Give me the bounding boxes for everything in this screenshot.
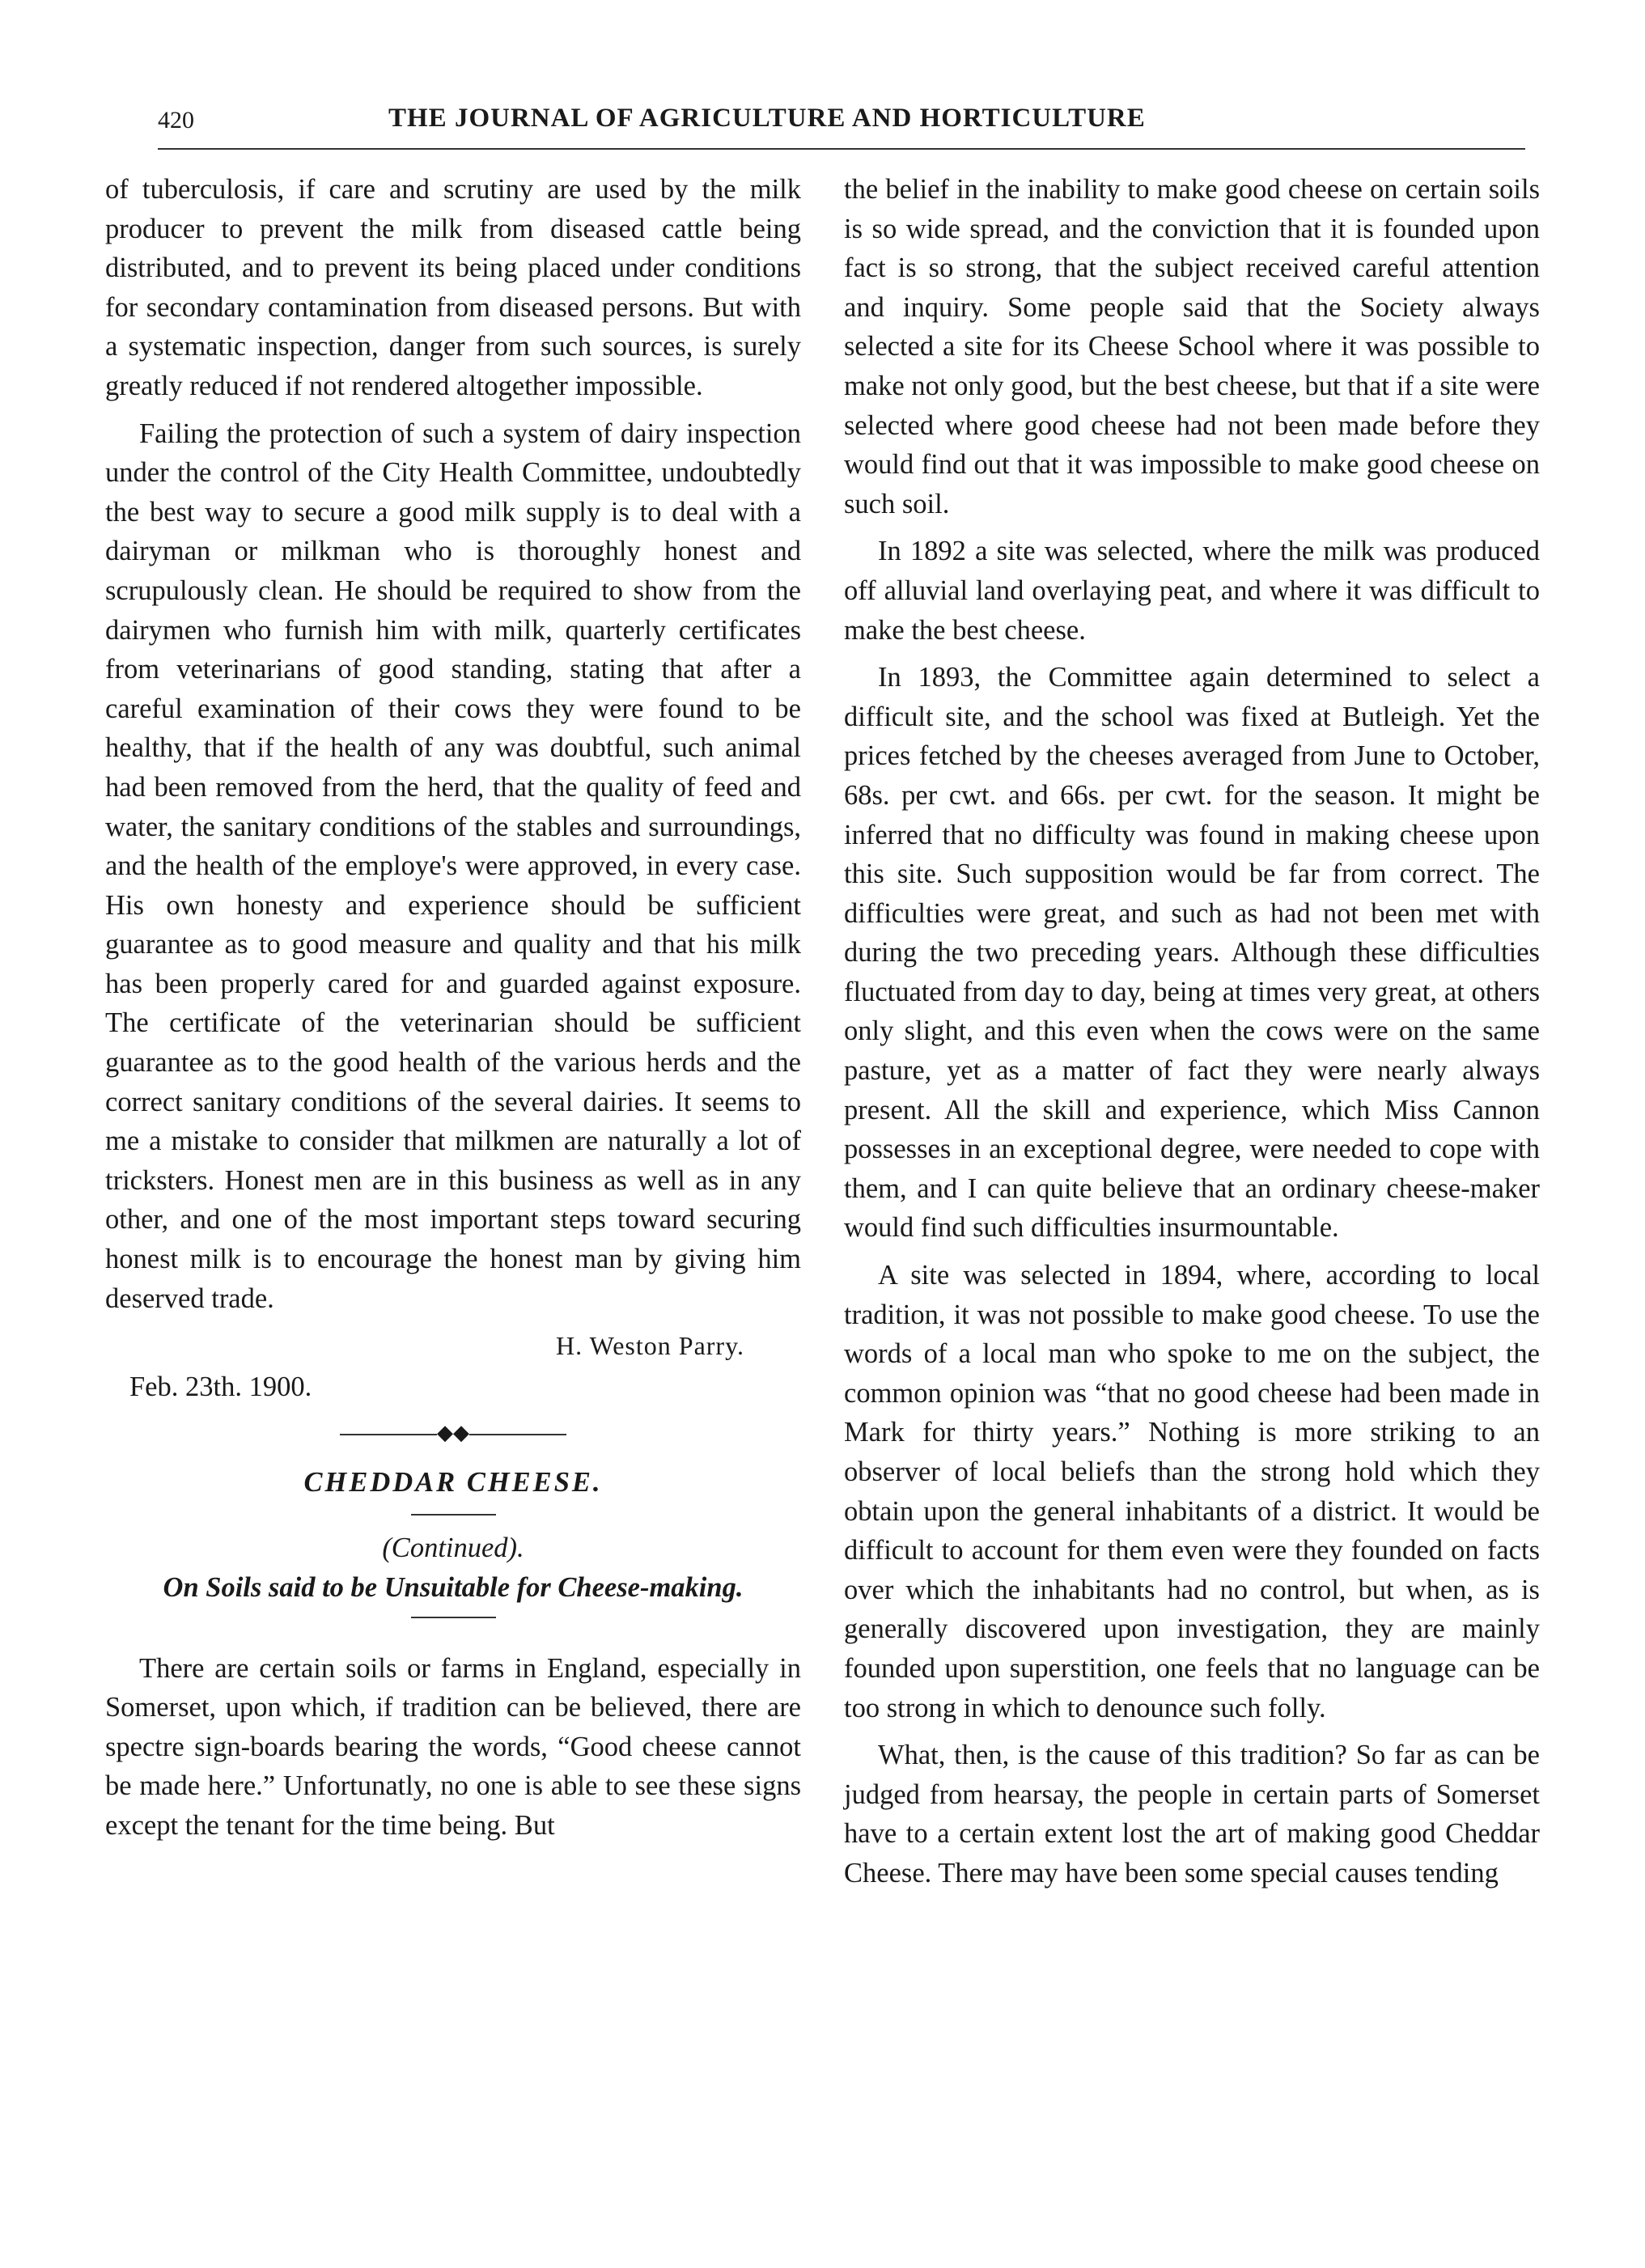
- letter-date: Feb. 23th. 1900.: [129, 1371, 312, 1402]
- section-ornament: ◆◆: [105, 1421, 801, 1445]
- subtitle-rule: [411, 1617, 496, 1618]
- continued-note: (Continued).: [382, 1532, 524, 1563]
- article-title: CHEDDAR CHEESE.: [303, 1467, 603, 1499]
- running-title: THE JOURNAL OF AGRICULTURE AND HORTICULTURE: [388, 104, 1146, 133]
- title-rule: [411, 1514, 496, 1516]
- paragraph: the belief in the inability to make good cheese on certain soils is so wide spread, and the conviction that it is founded upon fact is so strong, that the subject received careful attention and inquiry. Some people said that the Society always selected a site for its Cheese School where it was possible to make not only good, but the best cheese, but that if a site were selected where good cheese had not been made before they would find out that it was impossible to make good cheese on such soil.: [844, 174, 1540, 519]
- paragraph: Failing the protection of such a system of dairy inspection under the control of the City Health Committee, undoubtedly the best way to secure a good milk supply is to deal with a dairyman or milkman who is thoroughly honest and scrupulously clean. He should be required to show from the dairymen who furnish him with milk, quarterly certificates from veterinarians of good standing, stating that after a careful examination of their cows they were found to be healthy, that if the health of any was doubtful, such animal had been removed from the herd, that the quality of feed and water, the sanitary conditions of the stables and surroundings, and the health of the employe's were approved, in every case. His own honesty and experience should be sufficient guarantee as to good measure and quality and that his milk has been properly cared for and guarded against exposure. The certificate of the veterinarian should be sufficient guarantee as to the good health of the various herds and the correct sanitary conditions of the several dairies. It seems to me a mistake to consider that milkmen are naturally a lot of tricksters. Honest men are in this business as well as in any other, and one of the most important steps toward securing honest milk is to encourage the honest man by giving him deserved trade.: [105, 418, 801, 1314]
- paragraph: What, then, is the cause of this tradition? So far as can be judged from hearsay, the people in certain parts of Somerset have to a certain extent lost the art of making good Cheddar Cheese. There may have been some special causes tending: [844, 1740, 1540, 1889]
- header-rule: [158, 148, 1525, 150]
- left-column: [105, 170, 801, 1854]
- page-number: 420: [158, 107, 194, 134]
- paragraph: In 1892 a site was selected, where the milk was produced off alluvial land overlaying peat, and where it was difficult to make the best cheese.: [844, 536, 1540, 646]
- author-signature: H. Weston Parry.: [556, 1331, 744, 1361]
- right-column: [844, 170, 1540, 1901]
- paragraph: of tuberculosis, if care and scrutiny are used by the milk producer to prevent the milk from diseased cattle being distributed, and to prevent its being placed under conditions for secondary contamination from diseased persons. But with a systematic inspection, danger from such sources, is surely greatly reduced if not rendered altogether impossible.: [105, 174, 801, 401]
- paragraph: A site was selected in 1894, where, according to local tradition, it was not possible to make good cheese. To use the words of a local man who spoke to me on the subject, the common opinion was “that no good cheese had been made in Mark for thirty years.” Nothing is more striking to an observer of local beliefs than the strong hold which they obtain upon the general inhabitants of a district. It would be difficult to account for them even were they founded on facts over which the inhabitants had no control, but when, as is generally discovered upon investigation, they are mainly founded upon superstition, one feels that no language can be too strong in which to denounce such folly.: [844, 1260, 1540, 1723]
- paragraph: In 1893, the Committee again determined to select a difficult site, and the school was fixed at Butleigh. Yet the prices fetched by the cheeses averaged from June to October, 68s. per cwt. and 66s. per cwt. for the season. It might be inferred that no difficulty was found in making cheese upon this site. Such supposition would be far from correct. The difficulties were great, and such as had not been met with during the two preceding years. Although these difficulties fluctuated from day to day, being at times very great, at others only slight, and this even when the cows were on the same pasture, yet as a matter of fact they were nearly always present. All the skill and experience, which Miss Cannon possesses in an exceptional degree, were needed to cope with them, and I can quite believe that an ordinary cheese-maker would find such difficulties insurmountable.: [844, 662, 1540, 1244]
- article-subtitle: On Soils said to be Unsuitable for Cheese-making.: [163, 1571, 744, 1603]
- paragraph: There are certain soils or farms in England, especially in Somerset, upon which, if tradition can be believed, there are spectre sign-boards bearing the words, “Good cheese cannot be made here.” Unfortunatly, no one is able to see these signs except the tenant for the time being. But: [105, 1652, 801, 1841]
